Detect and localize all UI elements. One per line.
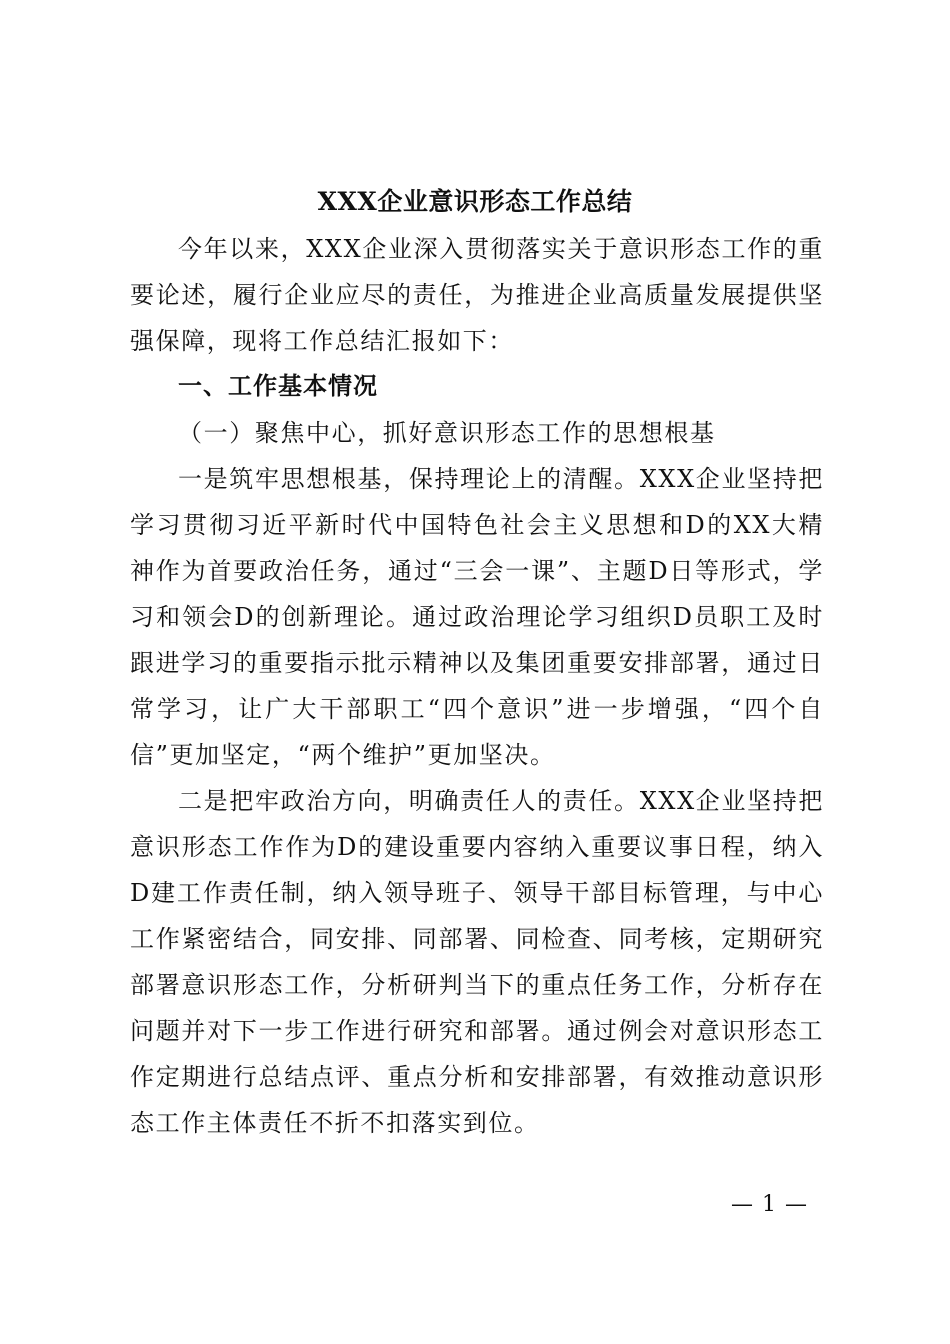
document-title: XXX企业意识形态工作总结: [317, 187, 633, 216]
body-paragraph-1: 一是筑牢思想根基，保持理论上的清醒。XXX企业坚持把学习贯彻习近平新时代中国特色社会主义思想和D的XX大精神作为首要政治任务，通过“三会一课”、主题D日等形式，学习和领会D的创新理论。通过政治理论学习组织D员职工及时跟进学习的重要指示批示精神以及集团重要安排部署，通过日常学习，让广大干部职工“四个意识”进一步增强，“四个自信”更加坚定，“两个维护”更加坚决。: [130, 465, 824, 769]
page-number: — 1 —: [731, 1192, 808, 1217]
intro-paragraph: 今年以来，XXX企业深入贯彻落实关于意识形态工作的重要论述，履行企业应尽的责任，为推进企业高质量发展提供坚强保障，现将工作总结汇报如下：: [130, 235, 824, 355]
body-paragraph-2: 二是把牢政治方向，明确责任人的责任。XXX企业坚持把意识形态工作作为D的建设重要内容纳入重要议事日程，纳入D建工作责任制，纳入领导班子、领导干部目标管理，与中心工作紧密结合，同安排、同部署、同检查、同考核，定期研究部署意识形态工作，分析研判当下的重点任务工作，分析存在问题并对下一步工作进行研究和部署。通过例会对意识形态工作定期进行总结点评、重点分析和安排部署，有效推动意识形态工作主体责任不折不扣落实到位。: [130, 787, 824, 1137]
subsection-heading: （一）聚焦中心，抓好意识形态工作的思想根基: [178, 419, 716, 447]
section-heading: 一、工作基本情况: [178, 372, 378, 400]
